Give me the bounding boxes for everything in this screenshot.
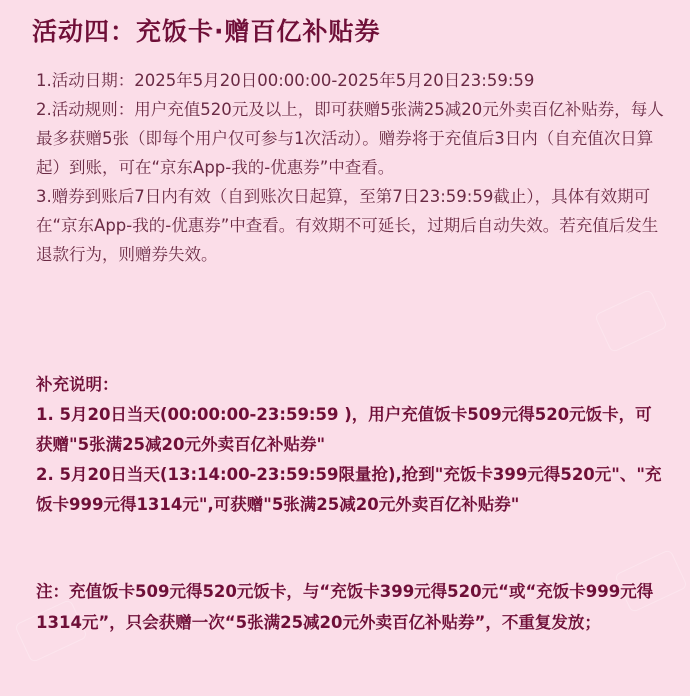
rule-date: 1.活动日期：2025年5月20日00:00:00-2025年5月20日23:59:59: [36, 71, 535, 90]
note-section: [36, 576, 666, 638]
supplement-item: 2. 5月20日当天(13:14:00-23:59:59限量抢),抢到"充饭卡399元得520元"、"充饭卡999元得1314元",可获赠"5张满25减20元外卖百亿补贴券": [36, 465, 662, 514]
supplement-heading: 补充说明：: [36, 375, 119, 394]
note-text: 注：充值饭卡509元得520元饭卡，与“充饭卡399元得520元“或“充饭卡999元得1314元”，只会获赠一次“5张满25减20元外卖百亿补贴券”，不重复发放；: [36, 582, 654, 632]
supplement-section: [36, 370, 666, 520]
rule-validity: 3.赠券到账后7日内有效（自到账次日起算，至第7日23:59:59截止），具体有效期可在“京东App-我的-优惠券”中查看。有效期不可延长，过期后自动失效。若充值后发生退款行为，则赠券失效。: [36, 187, 659, 264]
page-title: 活动四：充饭卡·赠百亿补贴券: [32, 17, 381, 46]
rules-section: [36, 66, 666, 269]
rule-main: 2.活动规则：用户充值520元及以上，即可获赠5张满25减20元外卖百亿补贴券，每人最多获赠5张（即每个用户仅可参与1次活动）。赠券将于充值后3日内（自充值次日算起）到账，可在“京东App-我的-优惠券”中查看。: [36, 100, 664, 177]
watermark: [594, 289, 668, 353]
supplement-item: 1. 5月20日当天(00:00:00-23:59:59 )，用户充值饭卡509元得520元饭卡，可获赠"5张满25减20元外卖百亿补贴券": [36, 405, 652, 454]
